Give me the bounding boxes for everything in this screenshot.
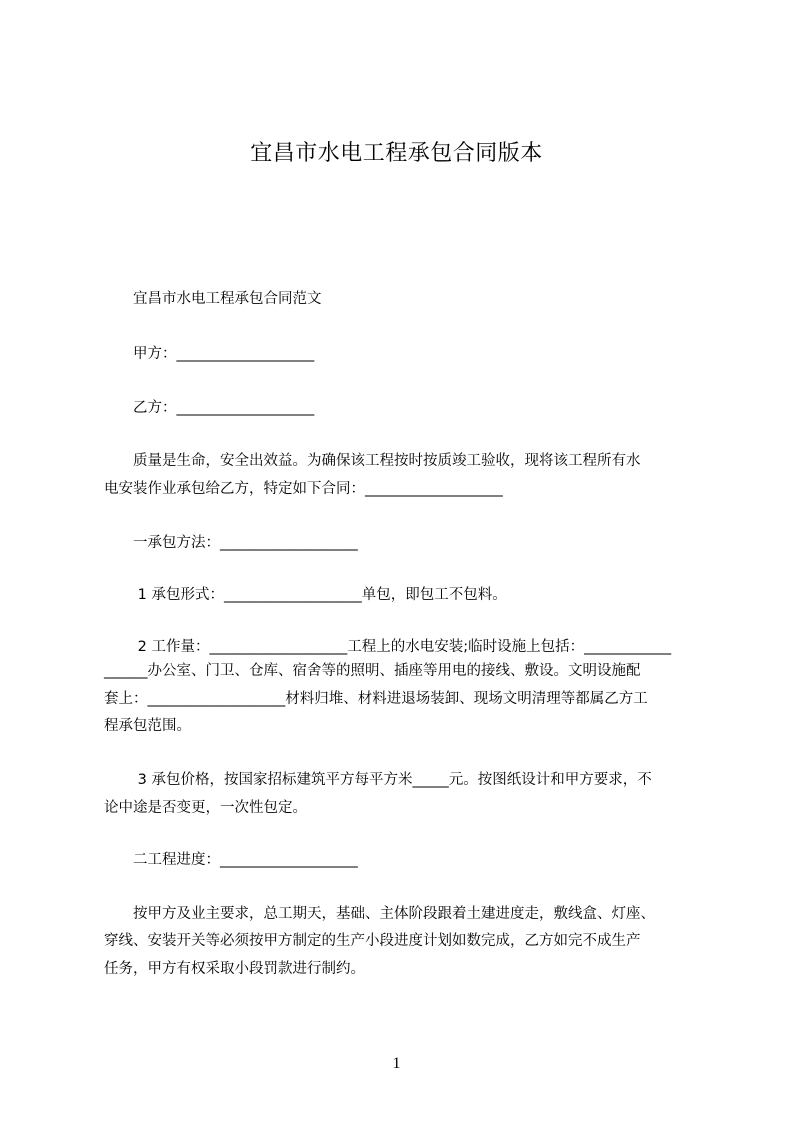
clause-2-workload-line: 2 工作量：___________________工程上的水电安装;临时设施上包括：____________ — [104, 639, 672, 655]
intro-paragraph-line: 电安装作业承包给乙方，特定如下合同：___________________ — [104, 481, 503, 497]
clause-2-workload-line: 程承包范围。 — [104, 718, 191, 734]
progress-paragraph-line: 穿线、安装开关等必须按甲方制定的生产小段进度计划如数完成，乙方如完不成生产 — [104, 933, 641, 949]
contract-heading: 宜昌市水电工程承包合同范文 — [104, 291, 322, 307]
party-a-line: 甲方：___________________ — [104, 346, 315, 362]
progress-paragraph-line: 按甲方及业主要求，总工期天，基础、主体阶段跟着土建进度走，敷线盒、灯座、 — [104, 906, 655, 922]
intro-paragraph-line: 质量是生命，安全出效益。为确保该工程按时按质竣工验收，现将该工程所有水 — [104, 453, 641, 469]
section-progress: 二工程进度：___________________ — [104, 852, 358, 868]
page-number: 1 — [392, 1055, 401, 1072]
clause-1-form: 1 承包形式：___________________单包，即包工不包料。 — [104, 587, 507, 603]
clause-2-workload-line: ______办公室、门卫、仓库、宿舍等的照明、插座等用电的接线、敷设。文明设施配 — [104, 663, 641, 679]
party-b-line: 乙方：___________________ — [104, 400, 315, 416]
clause-2-workload-line: 套上：___________________材料归堆、材料进退场装卸、现场文明清理等都属乙方工 — [104, 691, 648, 707]
progress-paragraph-line: 任务，甲方有权采取小段罚款进行制约。 — [104, 961, 365, 977]
section-contracting-method: 一承包方法：___________________ — [104, 535, 358, 551]
document-title: 宜昌市水电工程承包合同版本 — [250, 141, 543, 166]
clause-3-price-line: 论中途是否变更，一次性包定。 — [104, 800, 307, 816]
clause-3-price-line: 3 承包价格，按国家招标建筑平方每平方米_____元。按图纸设计和甲方要求，不 — [104, 772, 652, 788]
